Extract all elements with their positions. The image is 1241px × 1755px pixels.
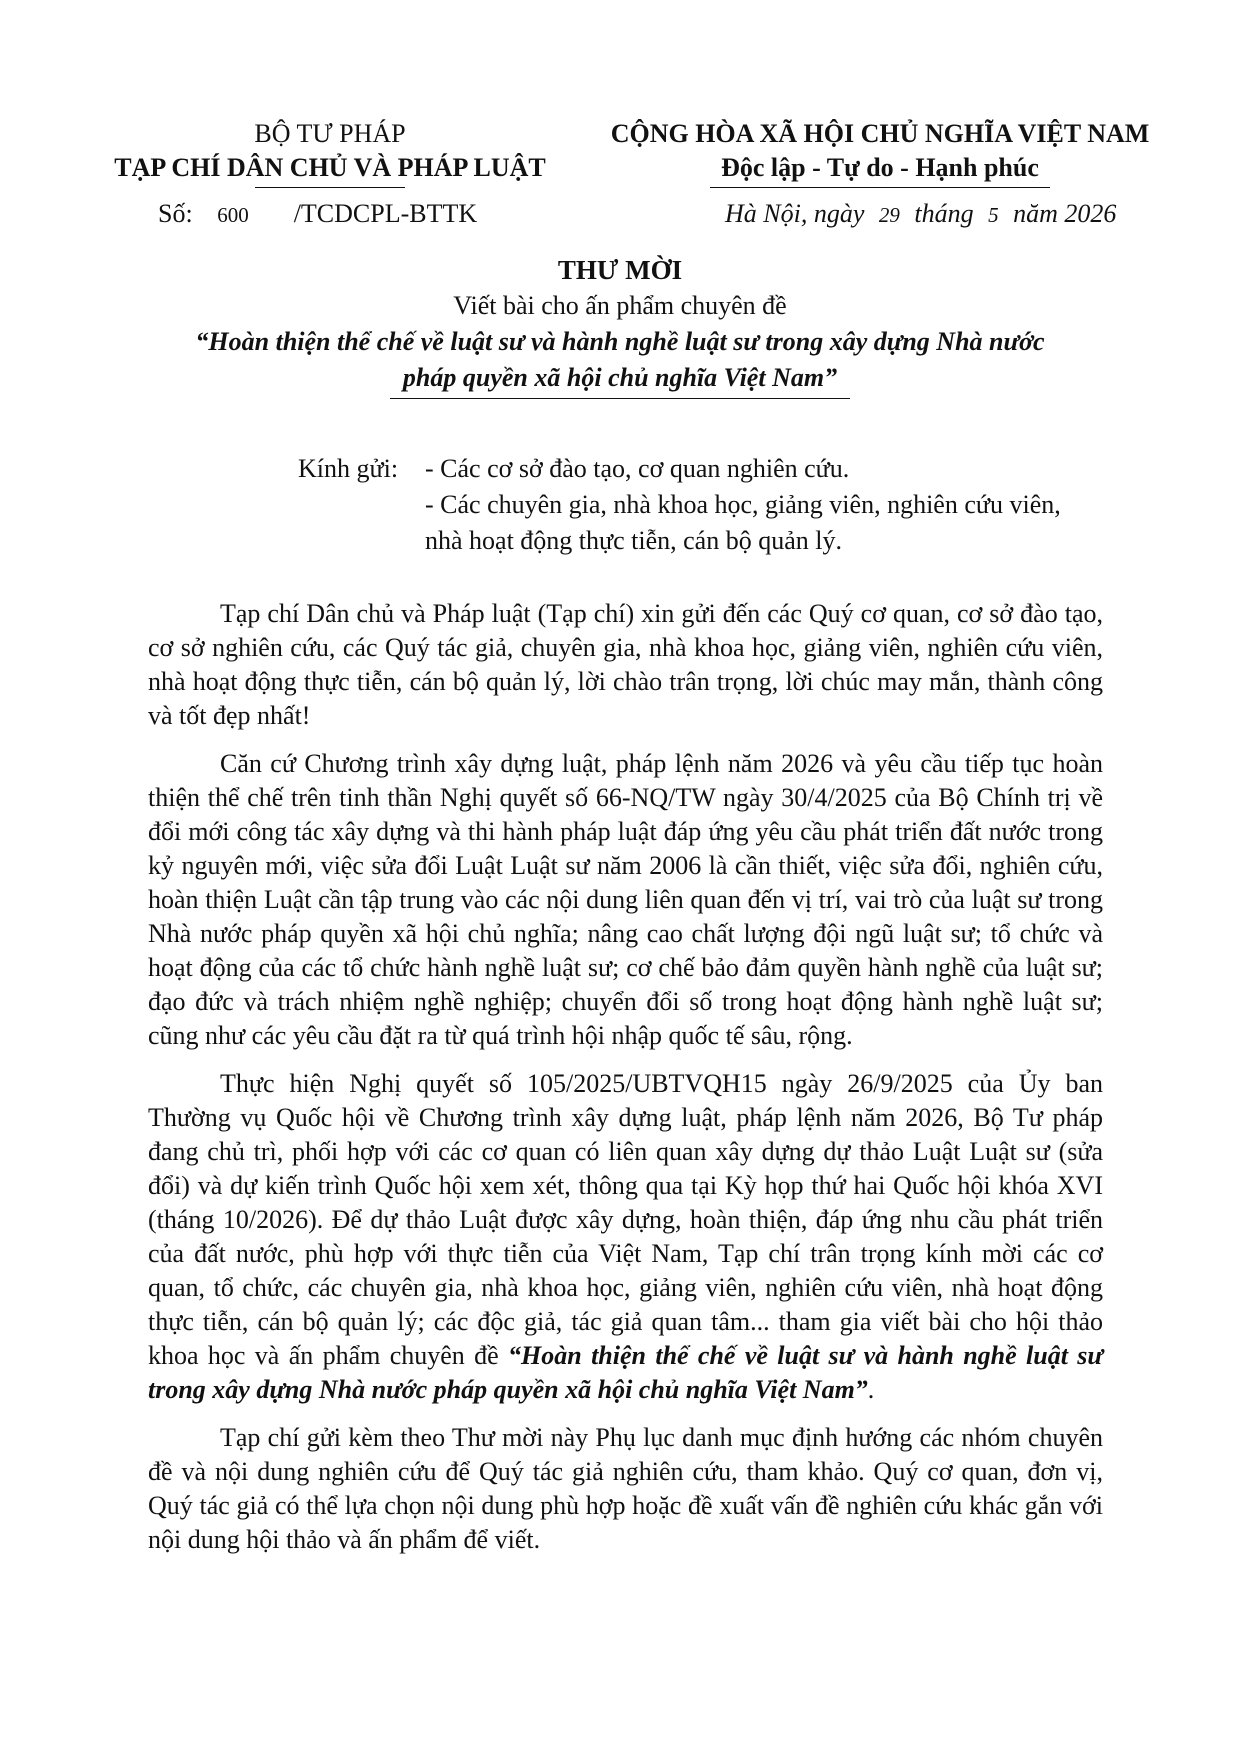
date-day: 29 — [878, 203, 900, 227]
national-motto: Độc lập - Tự do - Hạnh phúc — [721, 153, 1039, 182]
invitation-text: Thực hiện Nghị quyết số 105/2025/UBTVQH15 ngày 26/9/2025 của Ủy ban Thường vụ Quốc hội về Chương trình xây dựng luật, pháp lệnh năm 2026, Bộ Tư pháp đang chủ trì, phối hợp với các cơ quan có liên quan xây dựng dự thảo Luật Luật sư (sửa đổi) và dự kiến trình Quốc hội xem xét, thông qua tại Kỳ họp thứ hai Quốc hội khóa XVI (tháng 10/2026). Để dự thảo Luật được xây dựng, hoàn thiện, đáp ứng nhu cầu phát triển của đất nước, phù hợp với thực tiễn của Việt Nam, Tạp chí trân trọng kính mời các cơ quan, tổ chức, các chuyên gia, nhà khoa học, giảng viên, nghiên cứu viên, nhà hoạt động thực tiễn, cán bộ quản lý; các độc giả, tác giả quan tâm... tham gia viết bài cho hội thảo khoa học và ấn phẩm chuyên đề — [148, 1069, 1103, 1370]
doc-number-prefix: Số: — [158, 199, 193, 228]
recipients-label: Kính gửi: — [298, 454, 399, 483]
recipients-list — [425, 451, 1075, 559]
doc-number-suffix: /TCDCPL-BTTK — [293, 199, 478, 228]
document-date — [725, 199, 1116, 229]
motto-underline — [710, 187, 1050, 188]
paragraph-invitation — [148, 1067, 1103, 1407]
topic-line-2: pháp quyền xã hội chủ nghĩa Việt Nam” — [402, 363, 838, 392]
date-month-label: tháng — [914, 199, 974, 228]
recipient-item: - Các chuyên gia, nhà khoa học, giảng viên, nghiên cứu viên, — [425, 490, 1061, 519]
letter-subtitle: Viết bài cho ấn phẩm chuyên đề — [453, 291, 787, 320]
title-block — [120, 252, 1120, 399]
issuer-underline — [255, 187, 405, 188]
date-year: năm 2026 — [1013, 199, 1117, 228]
journal-name: TẠP CHÍ DÂN CHỦ VÀ PHÁP LUẬT — [114, 153, 546, 182]
country-name: CỘNG HÒA XÃ HỘI CHỦ NGHĨA VIỆT NAM — [610, 119, 1150, 148]
topic-line-1: “Hoàn thiện thể chế về luật sư và hành nghề luật sư trong xây dựng Nhà nước — [195, 327, 1045, 356]
recipient-item: nhà hoạt động thực tiễn, cán bộ quản lý. — [425, 526, 842, 555]
date-month: 5 — [988, 203, 999, 227]
recipient-item: - Các cơ sở đào tạo, cơ quan nghiên cứu. — [425, 454, 850, 483]
letter-title: THƯ MỜI — [557, 255, 683, 285]
paragraph-basis: Căn cứ Chương trình xây dựng luật, pháp lệnh năm 2026 và yêu cầu tiếp tục hoàn thiện thể chế trên tinh thần Nghị quyết số 66-NQ/TW ngày 30/4/2025 của Bộ Chính trị về đổi mới công tác xây dựng và thi hành pháp luật đáp ứng yêu cầu phát triển đất nước trong kỷ nguyên mới, việc sửa đổi Luật Luật sư năm 2006 là cần thiết, việc sửa đổi, nghiên cứu, hoàn thiện Luật cần tập trung vào các nội dung liên quan đến vị trí, vai trò của luật sư trong Nhà nước pháp quyền xã hội chủ nghĩa; nâng cao chất lượng đội ngũ luật sư; tổ chức và hoạt động của các tổ chức hành nghề luật sư; cơ chế bảo đảm quyền hành nghề của luật sư; đạo đức và trách nhiệm nghề nghiệp; chuyển đổi số trong hoạt động hành nghề luật sư; cũng như các yêu cầu đặt ra từ quá trình hội nhập quốc tế sâu, rộng. — [148, 749, 1103, 1050]
document-number — [158, 199, 477, 229]
title-underline — [390, 398, 850, 399]
national-header — [590, 117, 1170, 188]
letter-body — [148, 597, 1103, 1571]
paragraph-appendix: Tạp chí gửi kèm theo Thư mời này Phụ lục danh mục định hướng các nhóm chuyên đề và nội dung nghiên cứu để Quý tác giả nghiên cứu, tham khảo. Quý cơ quan, đơn vị, Quý tác giả có thể lựa chọn nội dung phù hợp hoặc đề xuất vấn đề nghiên cứu khác gắn với nội dung hội thảo và ấn phẩm để viết. — [148, 1423, 1103, 1554]
issuer-header — [100, 117, 560, 188]
invitation-topic: “Hoàn thiện thể chế về luật sư và hành nghề luật sư trong xây dựng Nhà nước pháp quyền xã hội chủ nghĩa Việt Nam” — [148, 1341, 1103, 1404]
ministry-name: BỘ TƯ PHÁP — [254, 119, 406, 148]
date-place: Hà Nội, ngày — [725, 199, 865, 228]
paragraph-greeting: Tạp chí Dân chủ và Pháp luật (Tạp chí) xin gửi đến các Quý cơ quan, cơ sở đào tạo, cơ sở nghiên cứu, các Quý tác giả, chuyên gia, nhà khoa học, giảng viên, nghiên cứu viên, nhà hoạt động thực tiễn, cán bộ quản lý, lời chào trân trọng, lời chúc may mắn, thành công và tốt đẹp nhất! — [148, 599, 1103, 730]
invitation-end: . — [867, 1375, 875, 1404]
doc-number-value: 600 — [217, 203, 249, 227]
